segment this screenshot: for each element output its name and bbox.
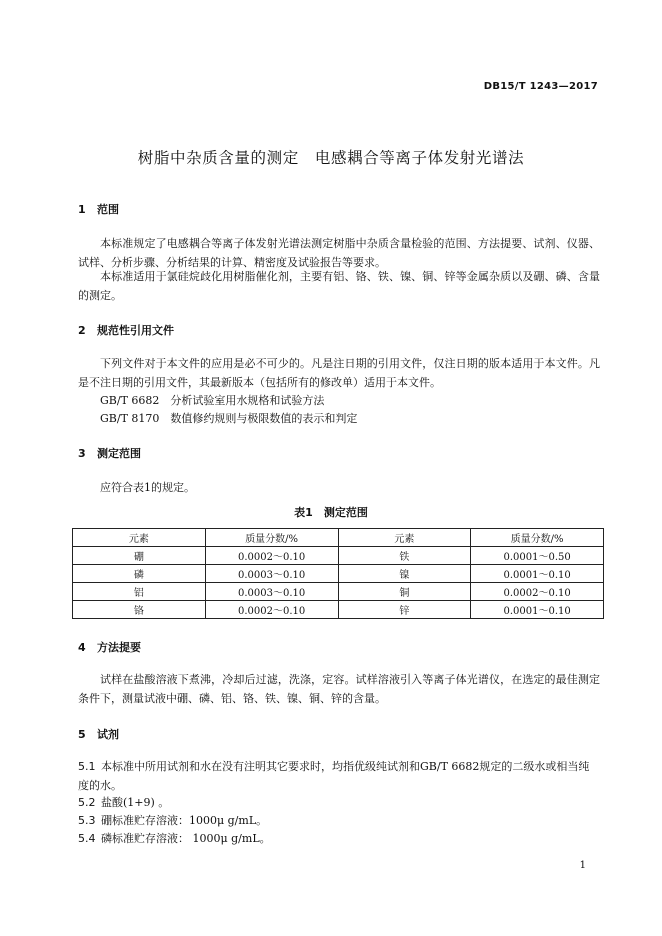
reagent-item xyxy=(78,830,600,849)
section-1-paragraph-1: 本标准规定了电感耦合等离子体发射光谱法测定树脂中杂质含量检验的范围、方法提要、试剂、仪器、试样、分析步骤、分析结果的计算、精密度及试验报告等要求。 xyxy=(78,237,600,269)
measurement-range-table xyxy=(72,528,604,619)
clause-number: 5.3 xyxy=(78,814,96,827)
clause-text: 磷标准贮存溶液： 1000μ g/mL。 xyxy=(101,832,271,845)
table-row xyxy=(73,583,604,601)
table-row xyxy=(73,547,604,565)
section-2-heading xyxy=(78,322,174,338)
reagent-item xyxy=(78,758,600,795)
column-header: 元素 xyxy=(338,529,471,547)
section-3-heading xyxy=(78,445,141,461)
page-number: 1 xyxy=(579,860,586,871)
element-cell: 铬 xyxy=(73,601,206,619)
element-cell: 磷 xyxy=(73,565,206,583)
section-title: 规范性引用文件 xyxy=(97,324,174,337)
mass-fraction-cell: 0.0002～0.10 xyxy=(205,601,338,619)
mass-fraction-cell: 0.0002～0.10 xyxy=(471,583,604,601)
mass-fraction-cell: 0.0002～0.10 xyxy=(205,547,338,565)
element-cell: 锌 xyxy=(338,601,471,619)
clause-number: 5.2 xyxy=(78,796,96,809)
section-number: 1 xyxy=(78,203,86,216)
mass-fraction-cell: 0.0001～0.10 xyxy=(471,601,604,619)
section-number: 2 xyxy=(78,324,86,337)
clause-text: 盐酸(1+9) 。 xyxy=(101,796,170,809)
section-3-paragraph-1: 应符合表1的规定。 xyxy=(100,481,195,494)
mass-fraction-cell: 0.0003～0.10 xyxy=(205,565,338,583)
section-number: 4 xyxy=(78,641,86,654)
table-header-row xyxy=(73,529,604,547)
column-header: 质量分数/% xyxy=(471,529,604,547)
section-1-paragraph-2: 本标准适用于氯硅烷歧化用树脂催化剂，主要有铝、铬、铁、镍、铜、锌等金属杂质以及硼、磷、含量的测定。 xyxy=(78,270,600,302)
element-cell: 镍 xyxy=(338,565,471,583)
section-4-paragraph-1: 试样在盐酸溶液下煮沸，冷却后过滤，洗涤，定容。试样溶液引入等离子体光谱仪，在选定的最佳测定条件下，测量试液中硼、磷、铝、铬、铁、镍、铜、锌的含量。 xyxy=(78,673,600,705)
section-number: 5 xyxy=(78,728,86,741)
reagent-item xyxy=(78,812,600,831)
mass-fraction-cell: 0.0001～0.10 xyxy=(471,565,604,583)
section-title: 测定范围 xyxy=(97,447,141,460)
clause-number: 5.4 xyxy=(78,832,96,845)
section-5-heading xyxy=(78,726,119,742)
section-1-heading xyxy=(78,201,119,217)
element-cell: 铜 xyxy=(338,583,471,601)
table-row xyxy=(73,565,604,583)
section-title: 方法提要 xyxy=(97,641,141,654)
section-4-heading xyxy=(78,639,141,655)
element-cell: 硼 xyxy=(73,547,206,565)
mass-fraction-cell: 0.0001～0.50 xyxy=(471,547,604,565)
section-number: 3 xyxy=(78,447,86,460)
mass-fraction-cell: 0.0003～0.10 xyxy=(205,583,338,601)
clause-text: 本标准中所用试剂和水在没有注明其它要求时，均指优级纯试剂和GB/T 6682规定的二级水或相当纯度的水。 xyxy=(78,760,590,792)
clause-text: 硼标准贮存溶液：1000μ g/mL。 xyxy=(101,814,268,827)
normative-reference: GB/T 8170 数值修约规则与极限数值的表示和判定 xyxy=(100,412,358,425)
document-title: 树脂中杂质含量的测定 电感耦合等离子体发射光谱法 xyxy=(137,149,525,167)
normative-reference: GB/T 6682 分析试验室用水规格和试验方法 xyxy=(100,394,325,407)
reagent-item xyxy=(78,794,600,813)
clause-number: 5.1 xyxy=(78,760,96,773)
section-title: 范围 xyxy=(97,203,119,216)
table-caption: 表1 测定范围 xyxy=(294,506,368,519)
standard-number: DB15/T 1243—2017 xyxy=(483,81,598,92)
section-title: 试剂 xyxy=(97,728,119,741)
section-2-paragraph-1: 下列文件对于本文件的应用是必不可少的。凡是注日期的引用文件，仅注日期的版本适用于本文件。凡是不注日期的引用文件，其最新版本（包括所有的修改单）适用于本文件。 xyxy=(78,357,600,389)
element-cell: 铝 xyxy=(73,583,206,601)
column-header: 元素 xyxy=(73,529,206,547)
table-row xyxy=(73,601,604,619)
column-header: 质量分数/% xyxy=(205,529,338,547)
element-cell: 铁 xyxy=(338,547,471,565)
